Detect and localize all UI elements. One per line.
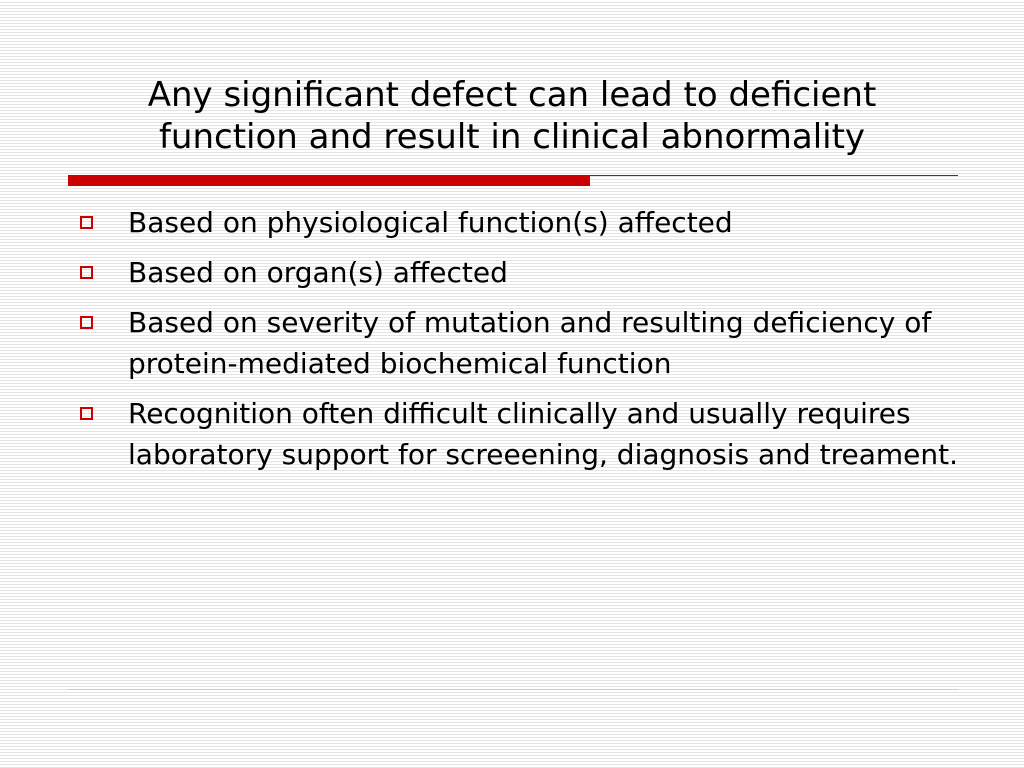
bullet-text-2: Based on organ(s) affected [128,256,508,289]
bullet-text-3: Based on severity of mutation and resulting deficiency of protein-mediated biochemical function [128,306,932,380]
hollow-square-bullet-icon [80,216,93,229]
bullet-item-3 [78,302,958,384]
bullet-list [78,202,958,484]
hollow-square-bullet-icon [80,407,93,420]
slide-title [40,74,984,158]
bullet-item-1 [78,202,958,243]
hollow-square-bullet-icon [80,316,93,329]
bullet-text-1: Based on physiological function(s) affected [128,206,733,239]
bullet-text-4: Recognition often difficult clinically and usually requires laboratory support for screeening, diagnosis and treament. [128,397,958,471]
title-underline-accent-bar [68,175,590,186]
slide-title-line-1: Any significant defect can lead to deficient [147,75,877,115]
bullet-item-4 [78,393,958,475]
bullet-item-2 [78,252,958,293]
hollow-square-bullet-icon [80,266,93,279]
footer-divider [68,689,958,690]
slide-title-line-2: function and result in clinical abnormality [158,117,866,157]
